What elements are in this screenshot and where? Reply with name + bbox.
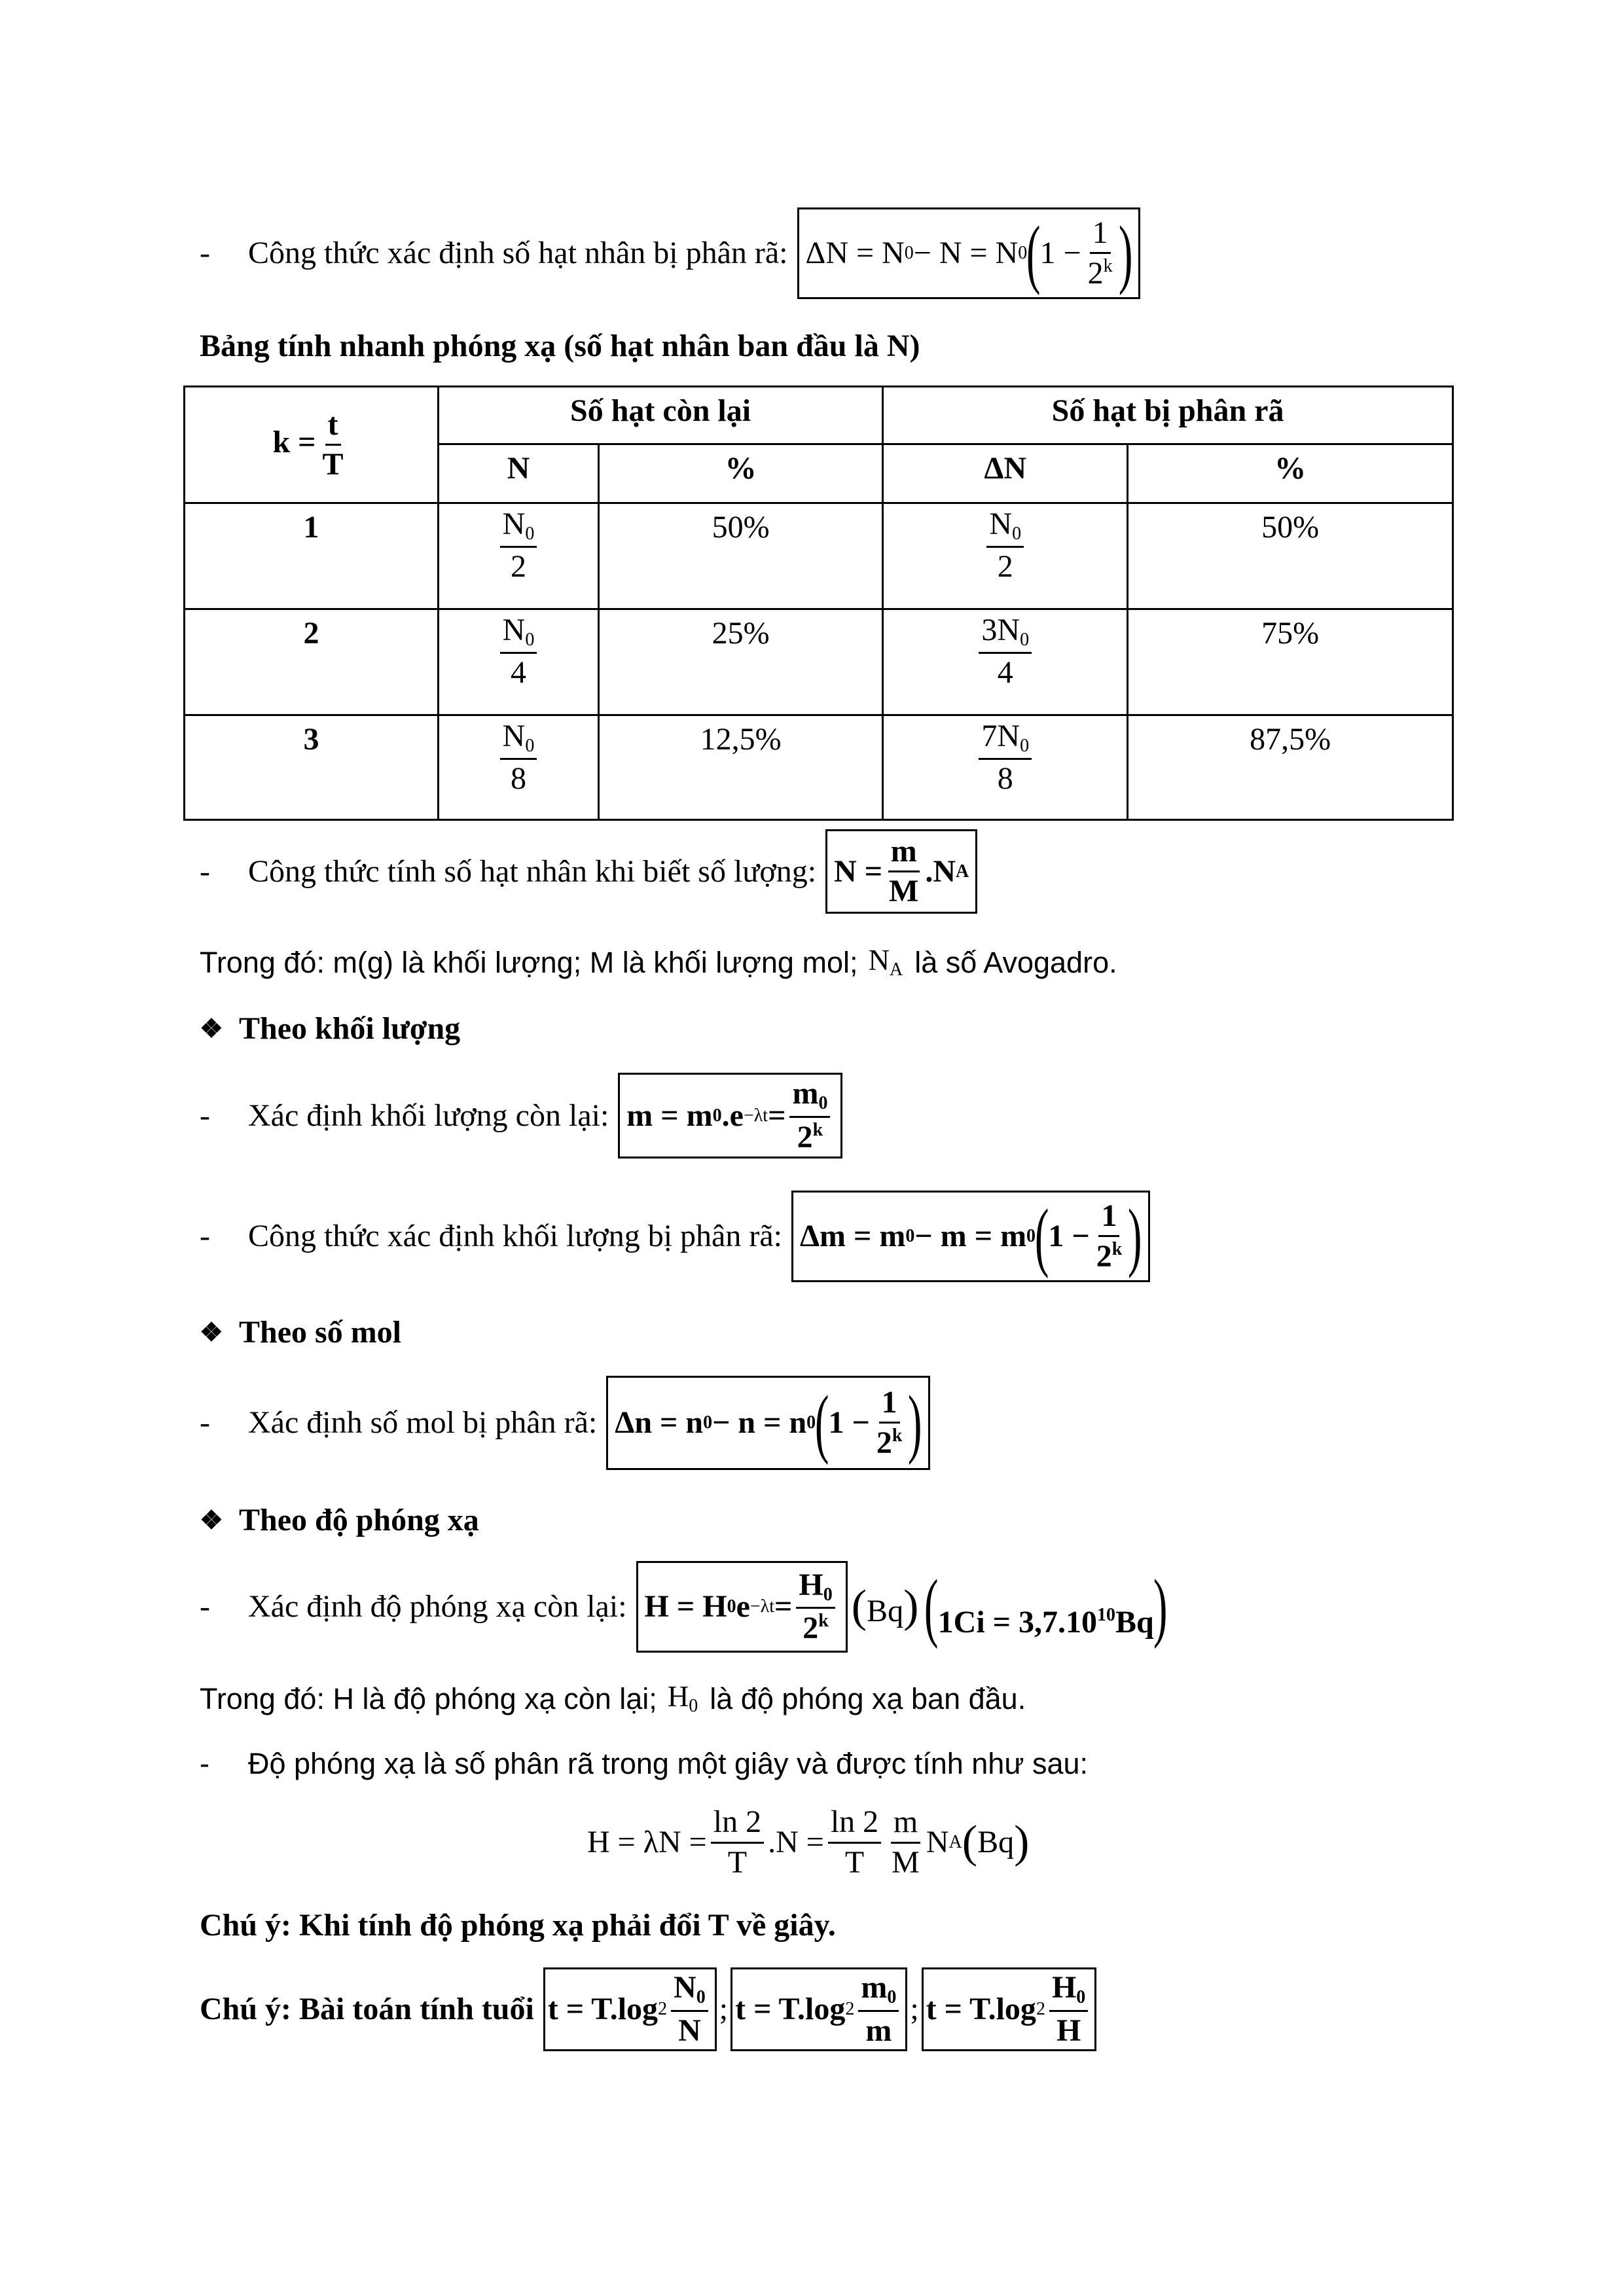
formula-part: 1 − [828,1405,870,1440]
numerator [500,614,537,654]
denominator: 8 [997,761,1013,797]
section-mol [200,1317,401,1348]
fraction [1085,217,1115,291]
subscript: 0 [887,1987,897,2008]
fraction [500,508,537,584]
formula-part: H = H [644,1589,727,1624]
formula-part: t = T.log [547,1992,659,2026]
den-base: 2 [876,1426,892,1460]
paren-left: ( [924,1564,939,1649]
separator: ; [910,1992,919,2026]
paren-right: ) [903,1581,919,1632]
formula-part: Δn = n [615,1405,704,1440]
bullet-dash: - [200,236,210,270]
cell-percent: 12,5% [599,715,883,820]
formula-part: t = T.log [926,1992,1036,2026]
subscript: 0 [1076,1987,1086,2008]
separator: ; [719,1992,729,2026]
subscript: 0 [823,1584,833,1605]
subscript: 0 [689,1696,698,1716]
denominator [800,1609,831,1645]
fraction [500,720,537,796]
fraction [828,1806,881,1879]
line-text: Công thức xác định số hạt nhân bị phân rã: [248,236,788,270]
formula-part: .N [925,853,956,889]
cell-percent: 87,5% [1128,715,1453,820]
bullet-dash: - [200,1405,210,1440]
note-text: Trong đó: H là độ phóng xạ còn lại; [200,1682,657,1715]
denominator: 4 [997,655,1013,691]
unit-text: Bq [977,1825,1015,1859]
den-base: 2 [1096,1239,1112,1274]
fraction [874,1386,905,1460]
subscript: 0 [525,524,535,544]
formula-part: Δm = m [799,1219,906,1253]
cell-percent: 50% [599,503,883,609]
header-decayed: Số hạt bị phân rã [883,387,1453,444]
numerator: ln 2 [828,1806,881,1843]
paren-left: ( [815,1380,829,1465]
subscript: 0 [1018,243,1028,263]
exponent: k [892,1426,903,1446]
diamond-bullet-icon: ❖ [200,1318,223,1347]
numerator: 1 [879,1386,900,1424]
formula-part: N = [834,853,883,889]
cell-delta-n [883,715,1128,820]
num-base: N [502,719,526,753]
section-mass [200,1013,460,1045]
denominator [1085,254,1115,290]
diamond-bullet-icon: ❖ [200,1014,223,1043]
subscript: 2 [1036,1999,1045,2019]
note-text: là độ phóng xạ ban đầu. [710,1682,1026,1715]
fraction [796,1569,835,1645]
ci-text: 1Ci = 3,7.10 [937,1605,1098,1640]
line-text: Xác định độ phóng xạ còn lại: [248,1589,627,1624]
formula-box [606,1376,929,1470]
section-title: Theo số mol [239,1315,402,1350]
numerator [986,508,1024,548]
formula-part: − N = N [913,236,1019,270]
formula-line-remaining-mass [200,1073,842,1158]
fraction [979,614,1032,690]
exponent: k [818,1611,829,1631]
subscript: 0 [712,1105,722,1126]
decay-table [183,386,1454,821]
fraction [979,720,1032,796]
k-label: k = [272,424,316,459]
diamond-bullet-icon: ❖ [200,1505,223,1535]
num-base: N [989,507,1013,541]
paren-right: ) [908,1380,922,1465]
num-base: H [1051,1970,1077,2005]
line-text: Độ phóng xạ là số phân rã trong một giây và được tính như sau: [248,1747,1089,1780]
bullet-dash: - [200,1219,210,1253]
numerator: m [888,835,920,872]
numerator: 1 [1098,1200,1119,1237]
cell-n [439,715,599,820]
subheader-percent: % [599,444,883,503]
section-title: Theo khối lượng [239,1011,461,1046]
cell-delta-n [883,503,1128,609]
subscript: 2 [658,1999,668,2019]
formula-line-decayed-mol [200,1376,930,1470]
formula-box [791,1191,1150,1282]
formula-part: − m = m [914,1219,1027,1253]
denominator: T [727,1844,748,1880]
fraction [1094,1200,1125,1274]
subscript: 0 [1012,524,1022,544]
activity-formula [587,1800,1029,1885]
bullet-dash: - [200,853,210,889]
paren-left: ( [1026,210,1041,296]
denominator: 4 [511,655,526,691]
cell-delta-n [883,609,1128,715]
denominator: T [322,447,344,482]
fraction [889,1806,922,1879]
formula-part: N [926,1825,949,1859]
numerator [979,720,1032,760]
numerator: ln 2 [711,1806,764,1843]
header-remaining: Số hạt còn lại [439,387,883,444]
numerator [979,614,1032,654]
age-formula-line [200,1967,1096,2051]
subscript: 0 [1026,1226,1036,1246]
formula-box [618,1073,842,1158]
exponent: k [812,1119,823,1140]
line-text: Công thức xác định khối lượng bị phân rã: [248,1219,782,1253]
fraction [711,1806,764,1879]
avogadro-symbol [868,946,903,979]
formula-part: ΔN = N [805,236,905,270]
subscript: 0 [696,1987,706,2008]
subheader-percent: % [1128,444,1453,503]
fraction [671,1971,708,2047]
formula-part: t = T.log [735,1992,846,2026]
num-base: N [502,507,526,541]
numerator [500,508,537,548]
cell-percent: 50% [1128,503,1453,609]
section-activity [200,1505,479,1536]
paren-right: ) [1128,1193,1142,1279]
formula-part: H = λN = [587,1825,707,1859]
line-text: Chú ý: Bài toán tính tuổi [200,1992,534,2026]
num-base: 7N [981,719,1020,753]
cell-k: 2 [185,609,439,715]
fraction [1049,1971,1088,2047]
formula-box [731,1967,907,2051]
subheader-delta-n: ΔN [883,444,1128,503]
den-base: 2 [797,1119,813,1155]
bullet-dash: - [200,1747,209,1780]
note-convert-seconds: Chú ý: Khi tính độ phóng xạ phải đổi T về giây. [200,1908,836,1943]
num-base: N [502,613,526,647]
table-title: Bảng tính nhanh phóng xạ (số hạt nhân ban đầu là N) [200,329,920,363]
numerator [671,1971,708,2011]
fraction [500,614,537,690]
formula-part: .e [721,1098,744,1133]
cell-k: 1 [185,503,439,609]
paren-right: ) [1153,1564,1168,1649]
ci-text: Bq [1115,1605,1154,1640]
formula-line-nuclei-count [200,829,977,914]
num-base: 3N [981,613,1020,647]
paren-right: ) [1118,210,1133,296]
num-base: m [792,1076,819,1111]
formula-box [636,1561,848,1653]
bullet-dash: - [200,1098,210,1133]
fraction [858,1971,899,2047]
subscript: 0 [1020,630,1030,650]
paren-left: ( [851,1581,867,1632]
subscript: A [956,861,969,882]
formula-part: 1 − [1048,1219,1090,1253]
formula-box [797,207,1140,299]
curie-conversion [924,1564,1168,1649]
subscript: 0 [904,243,914,263]
formula-box [825,829,977,914]
unit-bq [851,1581,919,1632]
exponent: 10 [1097,1605,1116,1625]
formula-part: = [768,1098,786,1133]
exponent: k [1103,256,1113,276]
denominator: M [892,1844,920,1880]
h0-symbol [668,1682,698,1715]
subscript: 0 [1020,736,1030,756]
note-activity-definitions [200,1682,1026,1715]
den-base: 2 [1087,256,1104,291]
fraction [320,408,346,482]
cell-n [439,609,599,715]
formula-part: m = m [626,1098,713,1133]
table-row [185,609,1453,715]
subscript: 0 [818,1093,828,1114]
table-row [185,715,1453,820]
subscript: 0 [727,1596,736,1617]
formula-line-decayed-nuclei [200,207,1140,300]
denominator: 8 [511,761,526,797]
table-row [185,503,1453,609]
formula-part: .N = [768,1825,824,1859]
formula-part: = [774,1589,793,1624]
unit-text: Bq [867,1594,904,1628]
denominator [1094,1237,1125,1273]
h-base: H [667,1680,689,1713]
cell-n [439,503,599,609]
paren-left: ( [962,1817,978,1867]
denominator: M [889,874,919,908]
denominator: T [844,1844,865,1880]
subscript: A [889,960,903,980]
exponent: −λt [749,1596,775,1617]
numerator [858,1971,899,2011]
formula-box [543,1967,717,2051]
subscript: 0 [703,1412,713,1433]
denominator: m [865,2013,892,2048]
line-text: Xác định khối lượng còn lại: [248,1098,609,1133]
formula-part: 1 − [1039,236,1081,270]
exponent: −λt [743,1105,768,1126]
numerator [789,1077,830,1117]
numerator [500,720,537,760]
subheader-n: N [439,444,599,503]
note-mass-definitions [200,946,1117,979]
denominator: 2 [511,549,526,584]
line-text: Công thức tính số hạt nhân khi biết số lượng: [248,853,817,889]
num-base: N [674,1970,696,2005]
exponent: k [1111,1239,1123,1259]
denominator [795,1118,826,1154]
denominator: N [678,2013,701,2048]
denominator: H [1056,2013,1081,2048]
numerator: 1 [1090,217,1111,254]
line-text: Xác định số mol bị phân rã: [248,1405,598,1440]
subscript: 0 [905,1226,915,1246]
num-base: H [799,1567,823,1602]
subscript: 0 [525,736,535,756]
den-base: 2 [803,1611,819,1645]
cell-k: 3 [185,715,439,820]
subscript: A [948,1832,962,1852]
formula-part: e [736,1589,750,1624]
numerator: t [325,408,341,446]
denominator [874,1424,905,1460]
na-base: N [868,944,890,977]
subscript: 0 [806,1412,816,1433]
cell-percent: 25% [599,609,883,715]
bullet-dash: - [200,1589,210,1624]
section-title: Theo độ phóng xạ [239,1503,479,1537]
numerator: m [891,1806,920,1843]
formula-line-decayed-mass [200,1190,1150,1283]
paren-right: ) [1014,1817,1030,1867]
num-base: m [861,1970,888,2005]
fraction [886,835,921,908]
subscript: 0 [525,630,535,650]
numerator [796,1569,835,1609]
formula-box [922,1967,1097,2051]
formula-part: − n = n [712,1405,807,1440]
activity-description [200,1749,1088,1778]
fraction [986,508,1024,584]
numerator [1049,1971,1088,2011]
cell-percent: 75% [1128,609,1453,715]
header-k [185,387,439,503]
note-text: là số Avogadro. [914,946,1117,979]
note-text: Trong đó: m(g) là khối lượng; M là khối lượng mol; [200,946,858,979]
fraction [789,1077,830,1154]
formula-line-remaining-activity [200,1560,1166,1653]
denominator: 2 [997,549,1013,584]
subscript: 2 [845,1999,855,2019]
paren-left: ( [1034,1193,1049,1279]
